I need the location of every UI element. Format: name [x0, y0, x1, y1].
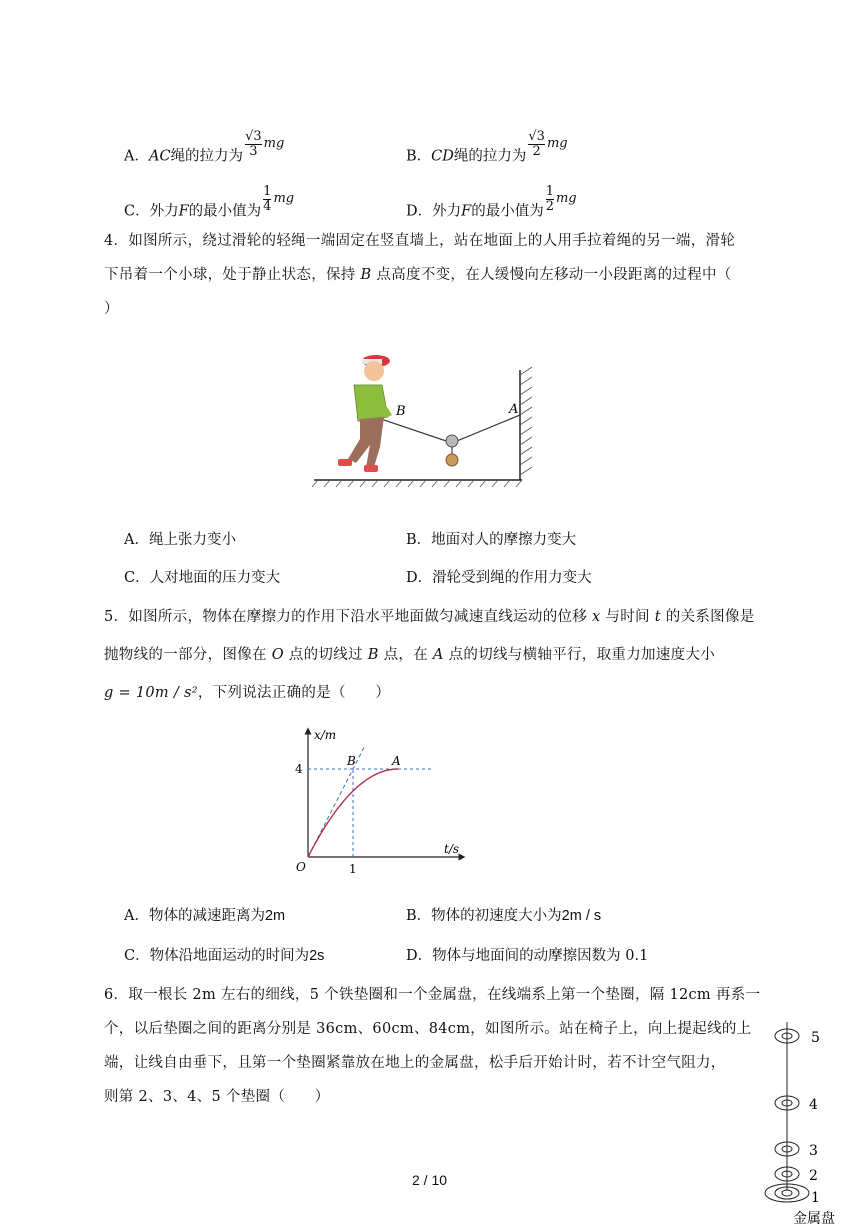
washer-label-1: 1 [811, 1190, 820, 1206]
wall-hatch [520, 367, 532, 475]
washer-label-2: 2 [809, 1168, 818, 1184]
q5-option-b: B．物体的初速度大小为2m / s [406, 908, 602, 924]
label-a: A [509, 402, 519, 417]
y-axis-label: x/m [314, 728, 337, 742]
q6-line-4: 则第 2、3、4、5 个垫圈（ ） [104, 1089, 330, 1105]
q6-stem [104, 978, 764, 1114]
q4-option-b: B．地面对人的摩擦力变大 [406, 532, 577, 548]
page-number: 2 / 10 [412, 1172, 448, 1188]
q6-line-2: 个，以后垫圈之间的距离分别是 36cm、60cm、84cm，如图所示。站在椅子上，向上提起线的上 [104, 1021, 752, 1037]
q5-stem [104, 598, 764, 712]
q5-option-c: C．物体沿地面运动的时间为2s [124, 948, 325, 964]
q4-option-a: A．绳上张力变小 [124, 532, 236, 548]
q6-washer-figure [755, 1012, 855, 1227]
label-b: B [396, 404, 406, 419]
q5-option-a: A．物体的减速距离为2m [124, 908, 286, 924]
q4-figure [310, 355, 550, 490]
point-label-a: A [392, 754, 401, 768]
q6-line-1: 6．取一根长 2m 左右的细线，5 个铁垫圈和一个金属盘，在线端系上第一个垫圈，隔 12cm 再系一 [104, 987, 761, 1003]
q3-option-d: D．外力F的最小值为 $\frac{1}{2}$ mg [406, 184, 577, 220]
origin-label: O [296, 860, 306, 874]
person-figure [338, 355, 392, 472]
pulley [446, 435, 458, 447]
x-tick-label: 1 [349, 862, 357, 876]
q3-option-b: B．CD绳的拉力为 $\frac{√3}{2}$ mg [406, 129, 568, 165]
q4-stem [104, 224, 764, 326]
plate-label: 金属盘 [793, 1211, 835, 1227]
q5-line-2: 抛物线的一部分，图像在 O 点的切线过 B 点，在 A 点的切线与横轴平行，取重力加速度大小 [104, 647, 716, 663]
washer-1-plate [765, 1184, 809, 1202]
q3-option-a: A．AC绳的拉力为 $\frac{√3}{3}$ mg [124, 129, 285, 165]
washer-label-4: 4 [809, 1097, 818, 1113]
q3-option-c: C．外力F的最小值为 $\frac{1}{4}$ mg [124, 184, 295, 220]
q4-line-1: 4．如图所示，绕过滑轮的轻绳一端固定在竖直墙上，站在地面上的人用手拉着绳的另一端，滑轮 [104, 233, 736, 249]
q5-xt-chart [292, 725, 472, 877]
point-label-b: B [347, 754, 356, 768]
q4-line-3: ） [104, 301, 119, 317]
washer-label-3: 3 [809, 1143, 818, 1159]
q6-line-3: 端，让线自由垂下，且第一个垫圈紧靠放在地上的金属盘，松手后开始计时，若不计空气阻力， [104, 1055, 726, 1071]
y-tick-label: 4 [295, 762, 303, 776]
q4-line-2: 下吊着一个小球，处于静止状态，保持 B 点高度不变，在人缓慢向左移动一小段距离的过程中（ [104, 267, 732, 283]
ground-hatch [312, 480, 522, 487]
q5-option-d: D．物体与地面间的动摩擦因数为 0.1 [406, 948, 649, 964]
q4-option-c: C．人对地面的压力变大 [124, 570, 281, 586]
q5-line-3: g = 10m / s²，下列说法正确的是（ ） [104, 685, 391, 701]
washer-label-5: 5 [811, 1030, 820, 1046]
x-axis-label: t/s [444, 842, 460, 856]
ball [446, 454, 458, 466]
q5-line-1: 5．如图所示，物体在摩擦力的作用下沿水平地面做匀减速直线运动的位移 x 与时间 t 的关系图像是 [104, 609, 755, 625]
q4-option-d: D．滑轮受到绳的作用力变大 [406, 570, 592, 586]
